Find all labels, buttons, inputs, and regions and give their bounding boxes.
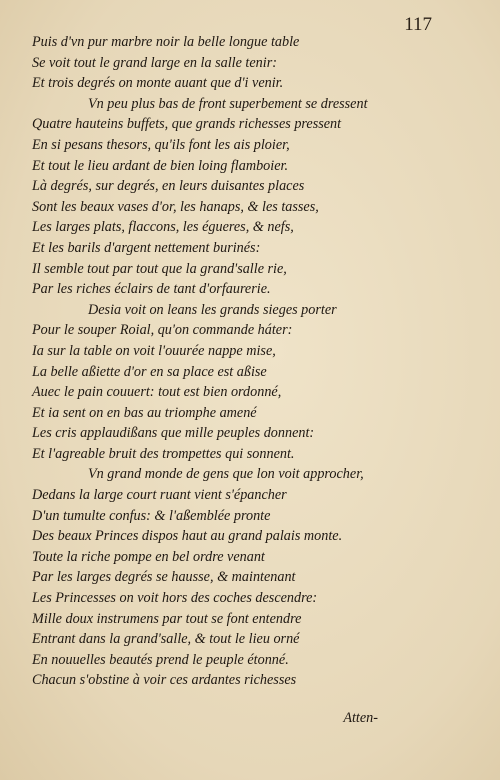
verse-line: Toute la riche pompe en bel ordre venant (32, 548, 265, 565)
verse-line: D'un tumulte confus: & l'aßemblée pronte (32, 507, 271, 524)
verse-line: Desia voit on leans les grands sieges porter (88, 301, 337, 318)
verse-line: La belle aßiette d'or en sa place est aßise (32, 363, 267, 380)
verse-line: Sont les beaux vases d'or, les hanaps, & les tasses, (32, 198, 319, 215)
verse-text-block (32, 32, 472, 691)
verse-line: Les larges plats, flaccons, les égueres, & nefs, (32, 219, 294, 236)
verse-line: Et ia sent on en bas au triomphe amené (32, 404, 257, 421)
catchword: Atten- (343, 710, 378, 726)
verse-line: Par les riches éclairs de tant d'orfaurerie. (32, 281, 271, 298)
verse-line: Vn peu plus bas de front superbement se dressent (88, 95, 368, 112)
verse-line: Là degrés, sur degrés, en leurs duisantes places (32, 178, 305, 195)
verse-line: Les Princesses on voit hors des coches descendre: (32, 590, 318, 607)
verse-line: Mille doux instrumens par tout se font entendre (32, 610, 302, 627)
verse-line: Auec le pain couuert: tout est bien ordonné, (32, 384, 282, 401)
verse-line: Les cris applaudißans que mille peuples donnent: (32, 425, 315, 442)
verse-line: Vn grand monde de gens que lon voit approcher, (88, 466, 364, 483)
verse-line: Et tout le lieu ardant de bien loing flamboier. (32, 157, 289, 174)
verse-line: Et l'agreable bruit des trompettes qui sonnent. (32, 445, 295, 462)
verse-line: Pour le souper Roial, qu'on commande háter: (32, 322, 293, 339)
verse-line: Des beaux Princes dispos haut au grand palais monte. (32, 528, 343, 545)
verse-line: Il semble tout par tout que la grand'salle rie, (32, 260, 287, 277)
verse-line: Et les barils d'argent nettement burinés: (32, 239, 261, 256)
verse-line: Entrant dans la grand'salle, & tout le lieu orné (32, 631, 300, 648)
verse-line: En nouuelles beautés prend le peuple étonné. (32, 651, 289, 668)
verse-line: Ia sur la table on voit l'ouurée nappe mise, (32, 342, 276, 359)
page-number: 117 (404, 14, 432, 35)
verse-line: Se voit tout le grand large en la salle tenir: (32, 54, 277, 71)
verse-line: Par les larges degrés se hausse, & maintenant (32, 569, 296, 586)
verse-line: Dedans la large court ruant vient s'épancher (32, 487, 287, 504)
verse-line: Et trois degrés on monte auant que d'i venir. (32, 75, 284, 92)
verse-line: Puis d'vn pur marbre noir la belle longue table (32, 34, 300, 50)
verse-line: Chacun s'obstine à voir ces ardantes richesses (32, 672, 297, 689)
verse-line: En si pesans thesors, qu'ils font les ais ploier, (32, 136, 290, 153)
verse-line: Quatre hauteins buffets, que grands richesses pressent (32, 116, 342, 133)
